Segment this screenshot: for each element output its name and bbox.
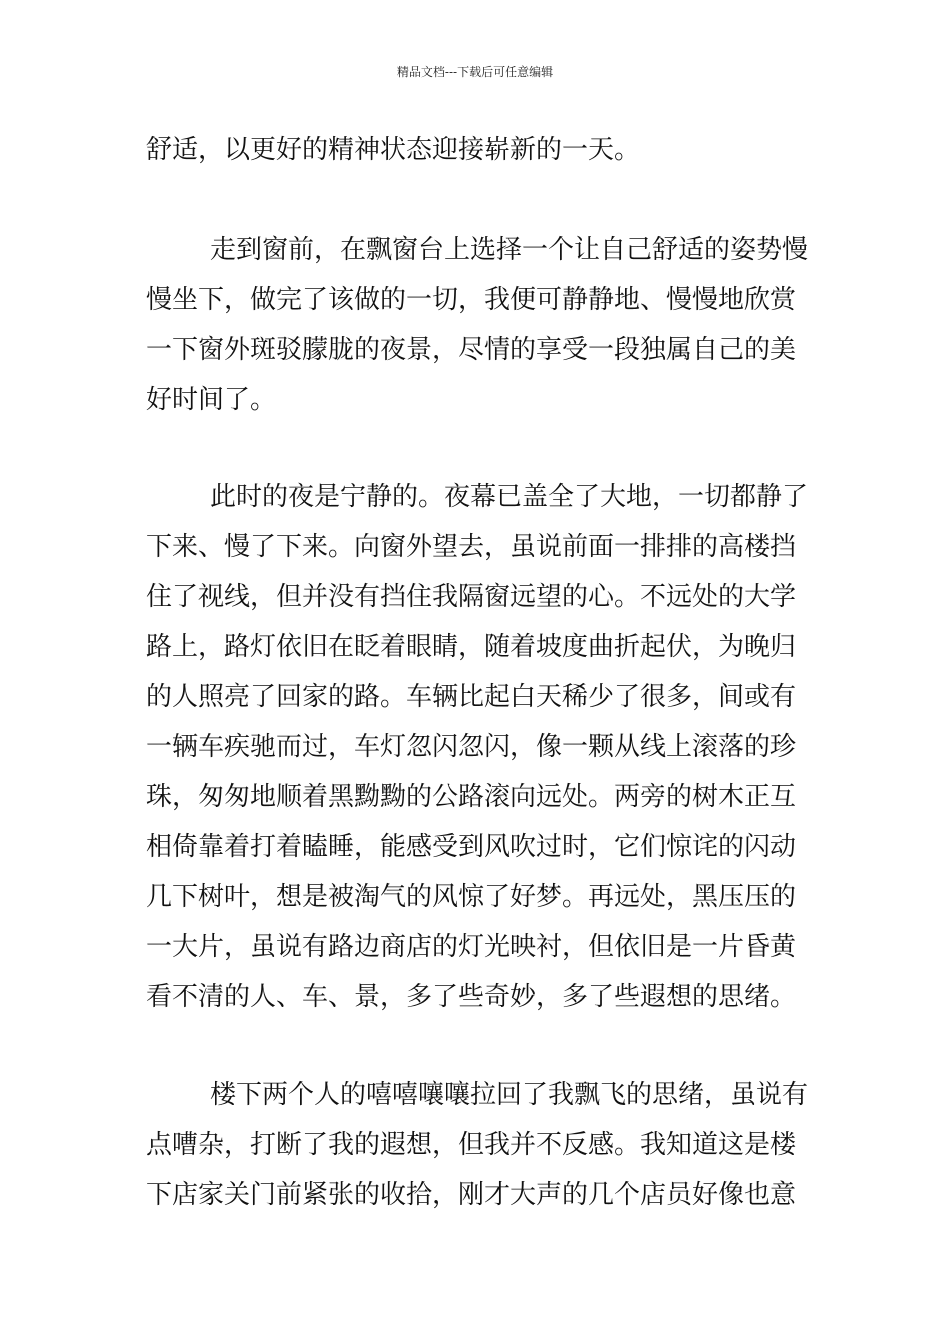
paragraph-2-line-1: 走到窗前，在飘窗台上选择一个让自己舒适的姿势慢 [210, 235, 809, 265]
paragraph-3-line-4: 路上，路灯依旧在眨着眼睛，随着坡度曲折起伏，为晚归 [146, 632, 797, 662]
paragraph-3-line-2: 下来、慢了下来。向窗外望去，虽说前面一排排的高楼挡 [146, 532, 797, 562]
paragraph-4-line-1: 楼下两个人的嘻嘻嚷嚷拉回了我飘飞的思绪，虽说有 [210, 1080, 809, 1110]
paragraph-3-line-6: 一辆车疾驰而过，车灯忽闪忽闪，像一颗从线上滚落的珍 [146, 732, 797, 762]
paragraph-3-line-10: 一大片，虽说有路边商店的灯光映衬，但依旧是一片昏黄 [146, 932, 797, 962]
paragraph-3-line-5: 的人照亮了回家的路。车辆比起白天稀少了很多，间或有 [146, 682, 797, 712]
paragraph-2-line-4: 好时间了。 [146, 385, 277, 415]
paragraph-3-line-11: 看不清的人、车、景，多了些奇妙，多了些遐想的思绪。 [146, 982, 797, 1012]
paragraph-1-line-1: 舒适，以更好的精神状态迎接崭新的一天。 [146, 135, 641, 165]
paragraph-3-line-7: 珠，匆匆地顺着黑黝黝的公路滚向远处。两旁的树木正互 [146, 782, 797, 812]
paragraph-2-line-3: 一下窗外斑驳朦胧的夜景，尽情的享受一段独属自己的美 [146, 335, 797, 365]
paragraph-3-line-9: 几下树叶，想是被淘气的风惊了好梦。再远处，黑压压的 [146, 882, 797, 912]
paragraph-3-line-8: 相倚靠着打着瞌睡，能感受到风吹过时，它们惊诧的闪动 [146, 832, 797, 862]
page-header: 精品文档---下载后可任意编辑 [396, 65, 554, 79]
paragraph-4-line-2: 点嘈杂，打断了我的遐想，但我并不反感。我知道这是楼 [146, 1130, 797, 1160]
paragraph-2-line-2: 慢坐下，做完了该做的一切，我便可静静地、慢慢地欣赏 [146, 285, 797, 315]
paragraph-3-line-3: 住了视线，但并没有挡住我隔窗远望的心。不远处的大学 [146, 582, 797, 612]
paragraph-3-line-1: 此时的夜是宁静的。夜幕已盖全了大地，一切都静了 [210, 482, 809, 512]
paragraph-4-line-3: 下店家关门前紧张的收拾，刚才大声的几个店员好像也意 [146, 1180, 797, 1210]
